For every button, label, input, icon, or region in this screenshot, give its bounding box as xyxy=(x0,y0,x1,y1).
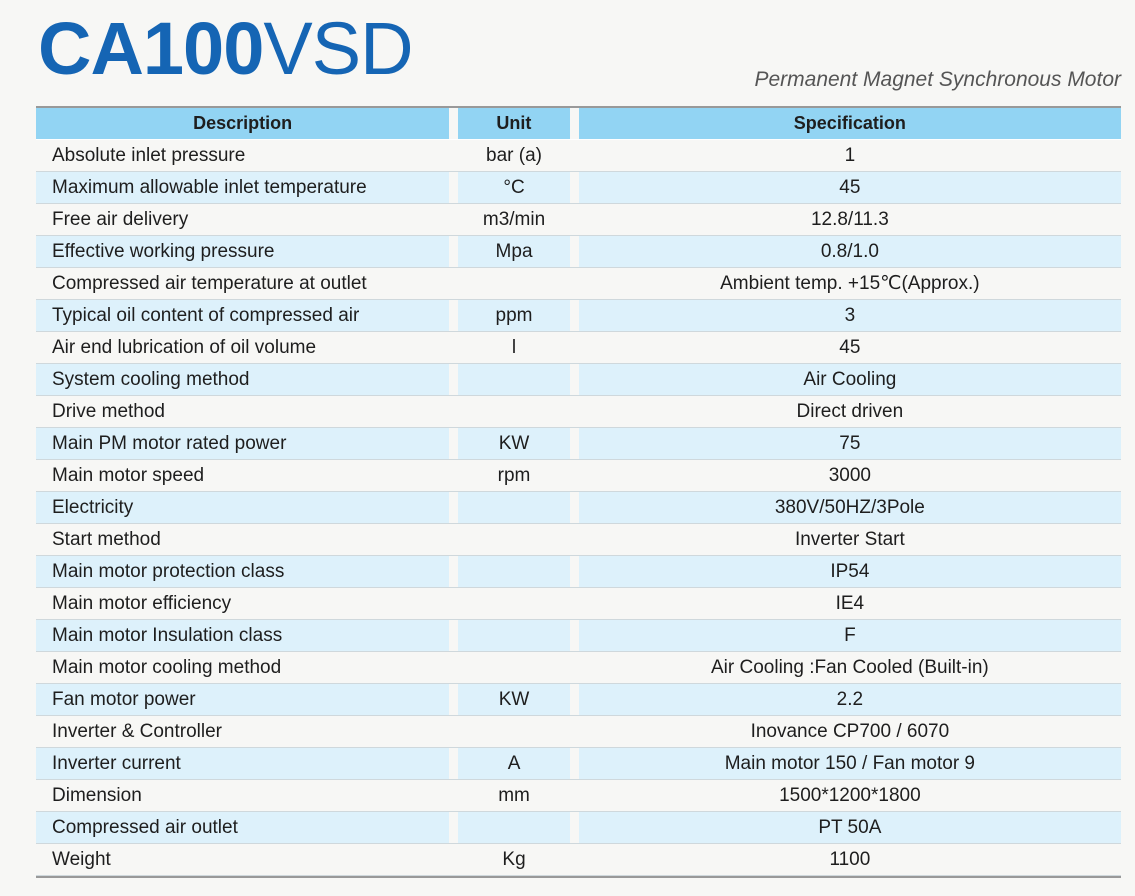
column-header-specification: Specification xyxy=(579,108,1121,139)
cell-specification: Inovance CP700 / 6070 xyxy=(579,716,1121,747)
cell-description: Main motor speed xyxy=(36,460,449,491)
cell-specification: 0.8/1.0 xyxy=(579,236,1121,267)
column-header-description: Description xyxy=(36,108,449,139)
cell-description: Free air delivery xyxy=(36,204,449,235)
cell-description: Inverter current xyxy=(36,748,449,779)
cell-unit: rpm xyxy=(458,460,569,491)
subtitle: Permanent Magnet Synchronous Motor xyxy=(754,68,1121,91)
cell-description: Main motor Insulation class xyxy=(36,620,449,651)
cell-specification: 1100 xyxy=(579,844,1121,875)
cell-description: Effective working pressure xyxy=(36,236,449,267)
table-row xyxy=(36,556,1121,588)
cell-specification: IE4 xyxy=(579,588,1121,619)
table-row xyxy=(36,428,1121,460)
cell-description: Absolute inlet pressure xyxy=(36,140,449,171)
title-suffix: VSD xyxy=(263,7,413,90)
cell-description: Start method xyxy=(36,524,449,555)
table-row xyxy=(36,588,1121,620)
cell-specification: IP54 xyxy=(579,556,1121,587)
spec-table xyxy=(36,106,1121,878)
cell-specification: PT 50A xyxy=(579,812,1121,843)
table-row xyxy=(36,620,1121,652)
cell-unit: KW xyxy=(458,684,569,715)
cell-specification: 3 xyxy=(579,300,1121,331)
cell-unit xyxy=(458,812,569,843)
cell-unit xyxy=(458,620,569,651)
cell-unit: °C xyxy=(458,172,569,203)
cell-specification: 2.2 xyxy=(579,684,1121,715)
column-header-unit: Unit xyxy=(458,108,569,139)
table-header xyxy=(36,108,1121,140)
cell-specification: 1 xyxy=(579,140,1121,171)
table-row xyxy=(36,748,1121,780)
cell-specification: Inverter Start xyxy=(579,524,1121,555)
cell-unit: A xyxy=(458,748,569,779)
cell-description: Drive method xyxy=(36,396,449,427)
table-row xyxy=(36,140,1121,172)
cell-description: Inverter & Controller xyxy=(36,716,449,747)
cell-unit: mm xyxy=(458,780,569,811)
cell-description: Main motor cooling method xyxy=(36,652,449,683)
table-row xyxy=(36,268,1121,300)
cell-specification: 3000 xyxy=(579,460,1121,491)
cell-specification: 75 xyxy=(579,428,1121,459)
table-row xyxy=(36,172,1121,204)
table-row xyxy=(36,716,1121,748)
table-row xyxy=(36,684,1121,716)
cell-unit xyxy=(458,556,569,587)
cell-unit xyxy=(458,588,569,619)
cell-description: Dimension xyxy=(36,780,449,811)
cell-unit: l xyxy=(458,332,569,363)
cell-unit xyxy=(458,524,569,555)
cell-specification: 12.8/11.3 xyxy=(579,204,1121,235)
cell-specification: Ambient temp. +15℃(Approx.) xyxy=(579,268,1121,299)
cell-description: Electricity xyxy=(36,492,449,523)
cell-specification: 45 xyxy=(579,332,1121,363)
cell-specification: Air Cooling :Fan Cooled (Built-in) xyxy=(579,652,1121,683)
cell-description: Main motor protection class xyxy=(36,556,449,587)
title-model: CA100 xyxy=(38,7,264,90)
table-row xyxy=(36,300,1121,332)
cell-unit xyxy=(458,492,569,523)
cell-description: Weight xyxy=(36,844,449,875)
table-row xyxy=(36,396,1121,428)
cell-specification: 45 xyxy=(579,172,1121,203)
cell-unit xyxy=(458,364,569,395)
cell-description: Main PM motor rated power xyxy=(36,428,449,459)
table-row xyxy=(36,524,1121,556)
table-row xyxy=(36,812,1121,844)
table-row xyxy=(36,492,1121,524)
cell-description: Maximum allowable inlet temperature xyxy=(36,172,449,203)
cell-specification: 1500*1200*1800 xyxy=(579,780,1121,811)
cell-unit xyxy=(458,716,569,747)
table-row xyxy=(36,780,1121,812)
cell-specification: Direct driven xyxy=(579,396,1121,427)
cell-unit xyxy=(458,396,569,427)
table-row xyxy=(36,332,1121,364)
cell-unit xyxy=(458,268,569,299)
cell-specification: Main motor 150 / Fan motor 9 xyxy=(579,748,1121,779)
table-row xyxy=(36,844,1121,876)
cell-specification: Air Cooling xyxy=(579,364,1121,395)
cell-description: System cooling method xyxy=(36,364,449,395)
table-row xyxy=(36,364,1121,396)
table-row xyxy=(36,236,1121,268)
cell-description: Fan motor power xyxy=(36,684,449,715)
page-title xyxy=(38,8,413,90)
cell-description: Compressed air outlet xyxy=(36,812,449,843)
cell-description: Air end lubrication of oil volume xyxy=(36,332,449,363)
cell-description: Compressed air temperature at outlet xyxy=(36,268,449,299)
table-row xyxy=(36,460,1121,492)
cell-unit xyxy=(458,652,569,683)
cell-specification: F xyxy=(579,620,1121,651)
cell-description: Main motor efficiency xyxy=(36,588,449,619)
table-row xyxy=(36,204,1121,236)
cell-unit: m3/min xyxy=(458,204,569,235)
cell-unit: Kg xyxy=(458,844,569,875)
cell-specification: 380V/50HZ/3Pole xyxy=(579,492,1121,523)
cell-unit: ppm xyxy=(458,300,569,331)
cell-description: Typical oil content of compressed air xyxy=(36,300,449,331)
table-row xyxy=(36,652,1121,684)
cell-unit: KW xyxy=(458,428,569,459)
cell-unit: Mpa xyxy=(458,236,569,267)
cell-unit: bar (a) xyxy=(458,140,569,171)
